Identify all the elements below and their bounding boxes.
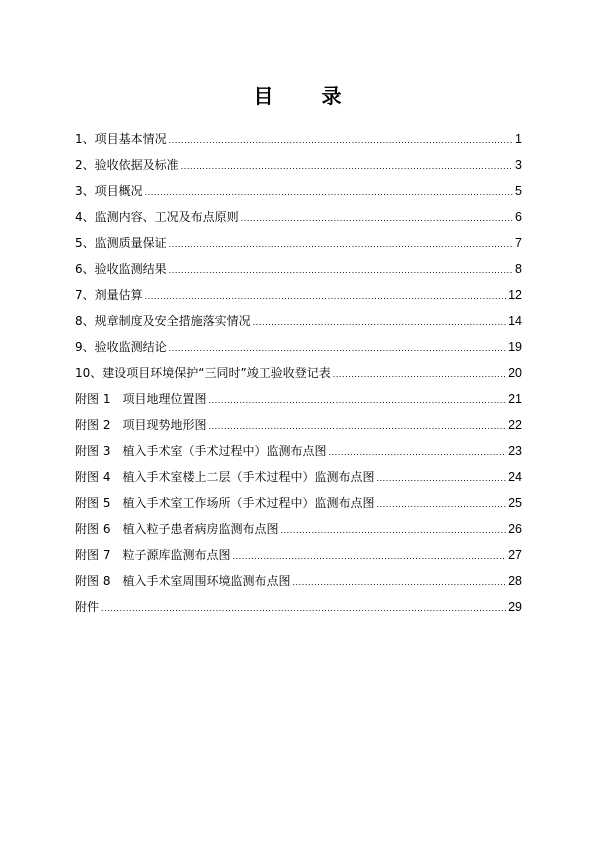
toc-entry-label: 9、验收监测结论 — [75, 340, 167, 354]
toc-dot-leader — [145, 179, 513, 205]
toc-entry-page: 22 — [508, 418, 522, 432]
toc-entry[interactable] — [75, 594, 522, 620]
toc-entry-page: 3 — [515, 158, 522, 172]
toc-entry-label: 附图 3 植入手术室（手术过程中）监测布点图 — [75, 444, 327, 458]
toc-entry-page: 27 — [508, 548, 522, 562]
toc-dot-leader — [280, 517, 506, 543]
toc-entry[interactable] — [75, 568, 522, 594]
toc-dot-leader — [208, 387, 506, 413]
toc-entry-label: 8、规章制度及安全措施落实情况 — [75, 314, 251, 328]
toc-dot-leader — [292, 569, 506, 595]
toc-entry-page: 28 — [508, 574, 522, 588]
toc-entry-page: 23 — [508, 444, 522, 458]
toc-entry[interactable] — [75, 516, 522, 542]
toc-entry-label: 附图 5 植入手术室工作场所（手术过程中）监测布点图 — [75, 496, 375, 510]
toc-dot-leader — [376, 491, 506, 517]
toc-entry[interactable] — [75, 412, 522, 438]
toc-entry-label: 6、验收监测结果 — [75, 262, 167, 276]
toc-entry[interactable] — [75, 334, 522, 360]
toc-dot-leader — [232, 543, 506, 569]
toc-entry[interactable] — [75, 178, 522, 204]
toc-entry-page: 26 — [508, 522, 522, 536]
toc-entry-page: 29 — [508, 600, 522, 614]
toc-entry-label: 4、监测内容、工况及布点原则 — [75, 210, 239, 224]
toc-entry[interactable] — [75, 542, 522, 568]
toc-entry-page: 19 — [508, 340, 522, 354]
toc-entry[interactable] — [75, 230, 522, 256]
toc-dot-leader — [241, 205, 513, 231]
toc-entry-page: 21 — [508, 392, 522, 406]
toc-dot-leader — [208, 413, 506, 439]
toc-entry-page: 24 — [508, 470, 522, 484]
toc-entry-label: 7、剂量估算 — [75, 288, 143, 302]
toc-entry-page: 5 — [515, 184, 522, 198]
toc-dot-leader — [253, 309, 506, 335]
toc-entry-page: 8 — [515, 262, 522, 276]
toc-entry[interactable] — [75, 256, 522, 282]
toc-entry[interactable] — [75, 308, 522, 334]
toc-entry-label: 附图 2 项目现势地形图 — [75, 418, 207, 432]
toc-dot-leader — [169, 127, 513, 153]
toc-entry-page: 7 — [515, 236, 522, 250]
toc-dot-leader — [328, 439, 506, 465]
toc-entry-page: 25 — [508, 496, 522, 510]
toc-entry[interactable] — [75, 282, 522, 308]
toc-entry-page: 14 — [508, 314, 522, 328]
toc-entry-label: 3、项目概况 — [75, 184, 143, 198]
toc-entry[interactable] — [75, 126, 522, 152]
toc-entry[interactable] — [75, 204, 522, 230]
toc-entry-page: 20 — [508, 366, 522, 380]
toc-dot-leader — [169, 335, 506, 361]
table-of-contents — [75, 126, 522, 620]
toc-entry-page: 12 — [508, 288, 522, 302]
toc-dot-leader — [169, 257, 513, 283]
toc-entry-label: 1、项目基本情况 — [75, 132, 167, 146]
toc-entry-label: 附图 8 植入手术室周围环境监测布点图 — [75, 574, 291, 588]
toc-dot-leader — [181, 153, 513, 179]
toc-entry[interactable] — [75, 438, 522, 464]
toc-entry[interactable] — [75, 464, 522, 490]
toc-entry[interactable] — [75, 152, 522, 178]
toc-dot-leader — [101, 595, 506, 621]
toc-entry[interactable] — [75, 386, 522, 412]
toc-title: 目 录 — [253, 84, 356, 108]
toc-dot-leader — [145, 283, 506, 309]
toc-entry-label: 2、验收依据及标准 — [75, 158, 179, 172]
toc-dot-leader — [376, 465, 506, 491]
toc-entry-label: 附件 — [75, 600, 100, 614]
toc-entry[interactable] — [75, 360, 522, 386]
toc-entry-label: 附图 6 植入粒子患者病房监测布点图 — [75, 522, 279, 536]
toc-entry-label: 10、建设项目环境保护“三同时”竣工验收登记表 — [75, 366, 331, 380]
toc-dot-leader — [169, 231, 513, 257]
toc-entry-label: 附图 4 植入手术室楼上二层（手术过程中）监测布点图 — [75, 470, 375, 484]
toc-entry-page: 6 — [515, 210, 522, 224]
toc-entry-label: 附图 7 粒子源库监测布点图 — [75, 548, 231, 562]
toc-dot-leader — [333, 361, 506, 387]
toc-entry[interactable] — [75, 490, 522, 516]
toc-entry-label: 附图 1 项目地理位置图 — [75, 392, 207, 406]
toc-entry-page: 1 — [515, 132, 522, 146]
toc-entry-label: 5、监测质量保证 — [75, 236, 167, 250]
